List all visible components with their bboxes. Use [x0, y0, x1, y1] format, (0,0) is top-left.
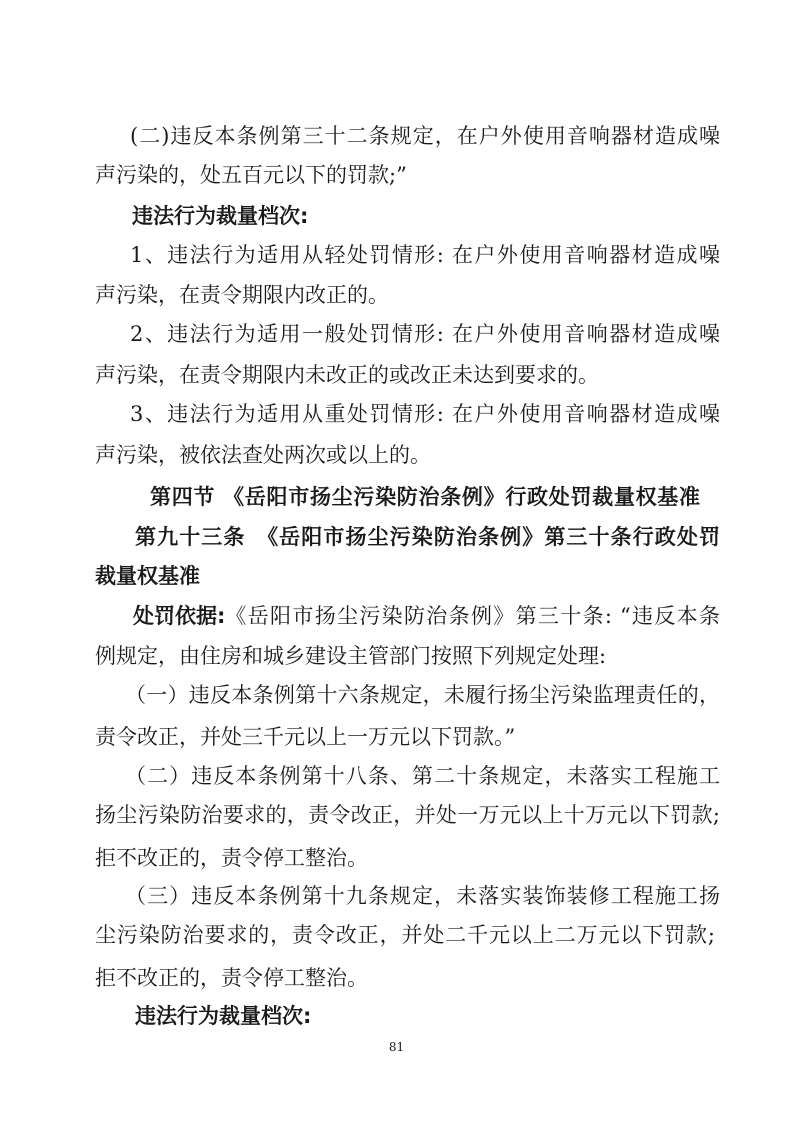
paragraph-line: 2、违法行为适用一般处罚情形: 在户外使用音响器材造成噪	[130, 322, 720, 346]
paragraph-line: 声污染，在责令期限内未改正的或改正未达到要求的。	[95, 363, 599, 387]
paragraph-line: 声污染，在责令期限内改正的。	[95, 283, 389, 307]
basis-label: 处罚依据:	[133, 604, 226, 628]
paragraph-line: 例规定，由住房和城乡建设主管部门按照下列规定处理:	[95, 644, 607, 668]
article-title-cont: 裁量权基准	[95, 564, 200, 588]
section-heading: 违法行为裁量档次:	[135, 1004, 312, 1028]
paragraph-line: 尘污染防治要求的，责令改正，并处二千元以上二万元以下罚款;	[95, 923, 715, 947]
paragraph-line: （一）违反本条例第十六条规定，未履行扬尘污染监理责任的，	[125, 683, 720, 707]
page-number: 81	[388, 1040, 405, 1054]
paragraph-line: （三）违反本条例第十九条规定，未落实装饰装修工程施工扬	[125, 884, 720, 908]
section-heading: 违法行为裁量档次:	[132, 204, 309, 228]
basis-text: 《岳阳市扬尘污染防治条例》第三十条: “违反本条	[225, 604, 720, 628]
section-title: 第四节 《岳阳市扬尘污染防治条例》行政处罚裁量权基准	[150, 485, 700, 509]
paragraph-line: 拒不改正的，责令停工整治。	[95, 966, 368, 990]
basis-line	[133, 602, 720, 630]
paragraph-line: 1、违法行为适用从轻处罚情形: 在户外使用音响器材造成噪	[130, 243, 720, 267]
paragraph-line: 声污染的，处五百元以下的罚款;”	[95, 163, 407, 187]
paragraph-line: 声污染，被依法查处两次或以上的。	[95, 443, 431, 467]
article-title: 第九十三条 《岳阳市扬尘污染防治条例》第三十条行政处罚	[135, 525, 720, 549]
paragraph-line: 责令改正，并处三千元以上一万元以下罚款。”	[95, 725, 516, 749]
paragraph-line: 3、违法行为适用从重处罚情形: 在户外使用音响器材造成噪	[130, 402, 720, 426]
paragraph-line: （二）违反本条例第十八条、第二十条规定，未落实工程施工	[125, 764, 720, 788]
paragraph-line: (二)违反本条例第三十二条规定，在户外使用音响器材造成噪	[130, 124, 720, 148]
paragraph-line: 扬尘污染防治要求的，责令改正，并处一万元以上十万元以下罚款;	[95, 803, 720, 827]
paragraph-line: 拒不改正的，责令停工整治。	[95, 846, 368, 870]
